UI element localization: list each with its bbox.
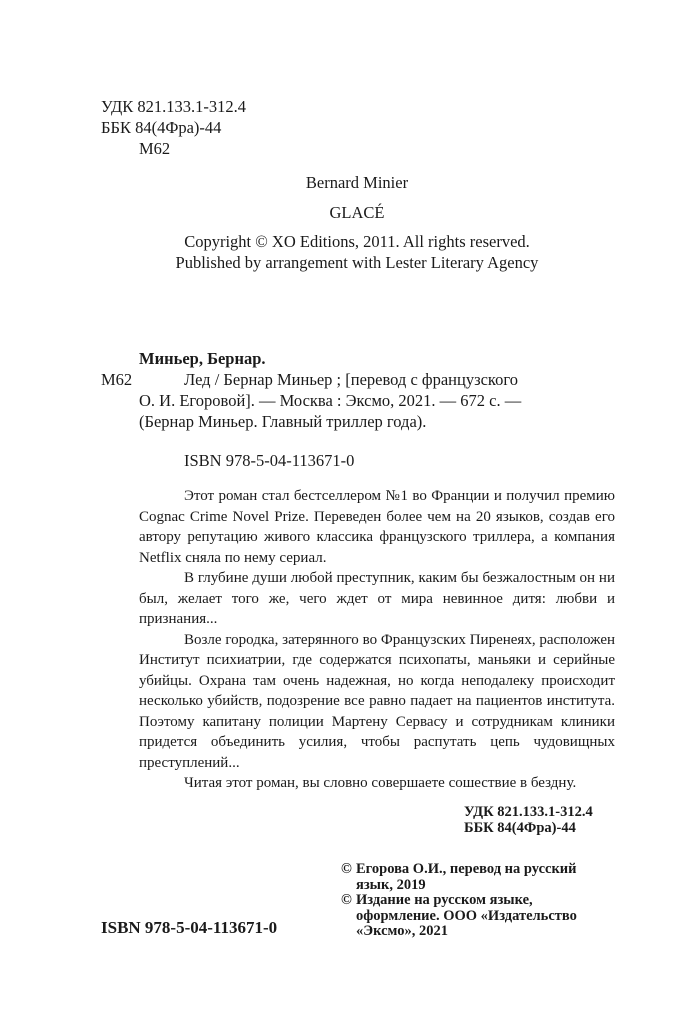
copyright-line: язык, 2019 — [356, 876, 426, 893]
author-sign-top: М62 — [139, 139, 171, 158]
annotation-paragraph: Читая этот роман, вы словно совершаете сошествие в бездну. — [184, 775, 577, 791]
classification-top — [101, 96, 246, 159]
udk-code-top: УДК 821.133.1-312.4 — [101, 97, 247, 116]
copyright-line: Егорова О.И., перевод на русский — [356, 861, 577, 877]
bibliographic-isbn: ISBN 978-5-04-113671-0 — [184, 451, 355, 470]
copyright-line: оформление. ООО «Издательство — [356, 907, 577, 924]
bibliographic-sign: М62 — [101, 370, 133, 389]
original-arrangement: Published by arrangement with Lester Literary Agency — [175, 253, 539, 272]
annotation-paragraph: Возле городка, затерянного во Французских Пиренеях, расположен Институт психиатрии, где содержатся психопаты, маньяки и серийные убийцы. Охрана там очень надежная, но когда неподалеку происходит несколько убийств, подозрение все равно падает на пациентов института. Поэтому капитану полиции Мартену Сервасу и сотрудникам клиники придется объединить усилия, чтобы распутать цепь чудовищных преступлений... — [139, 631, 615, 771]
original-title: GLACÉ — [329, 203, 385, 222]
annotation — [139, 486, 615, 794]
classification-bottom — [464, 804, 593, 836]
bbk-code-bottom: ББК 84(4Фра)-44 — [464, 820, 576, 836]
footer-copyrights — [341, 862, 577, 940]
footer-isbn: ISBN 978-5-04-113671-0 — [101, 918, 278, 937]
original-author: Bernard Minier — [305, 173, 409, 192]
annotation-paragraph: Этот роман стал бестселлером №1 во Франции и получил премию Cognac Crime Novel Prize. Переведен более чем на 20 языков, создав его автору репутацию живого классика французского триллера, а компания Netflix сняла по нему сериал. — [139, 488, 615, 566]
copyright-symbol: © — [341, 861, 352, 877]
bibliographic-line: О. И. Егоровой]. — Москва : Эксмо, 2021. — 672 с. — — [139, 391, 522, 410]
copyright-line: Издание на русском языке, — [356, 892, 533, 908]
bibliographic-line: Лед / Бернар Миньер ; [перевод с французского — [184, 370, 518, 389]
bibliographic-line: (Бернар Миньер. Главный триллер года). — [139, 412, 427, 431]
original-info — [0, 172, 691, 273]
original-copyright: Copyright © XO Editions, 2011. All rights reserved. — [184, 232, 530, 251]
udk-code-bottom: УДК 821.133.1-312.4 — [464, 804, 593, 820]
copyright-symbol: © — [341, 892, 352, 908]
bbk-code-top: ББК 84(4Фра)-44 — [101, 118, 222, 137]
copyright-line: «Эксмо», 2021 — [356, 923, 448, 939]
annotation-paragraph: В глубине души любой преступник, каким бы безжалостным он ни был, желает того же, чего ждет от мира невинное дитя: любви и признания... — [139, 570, 615, 627]
bibliographic-record — [101, 348, 621, 471]
bibliographic-heading: Миньер, Бернар. — [139, 349, 266, 368]
